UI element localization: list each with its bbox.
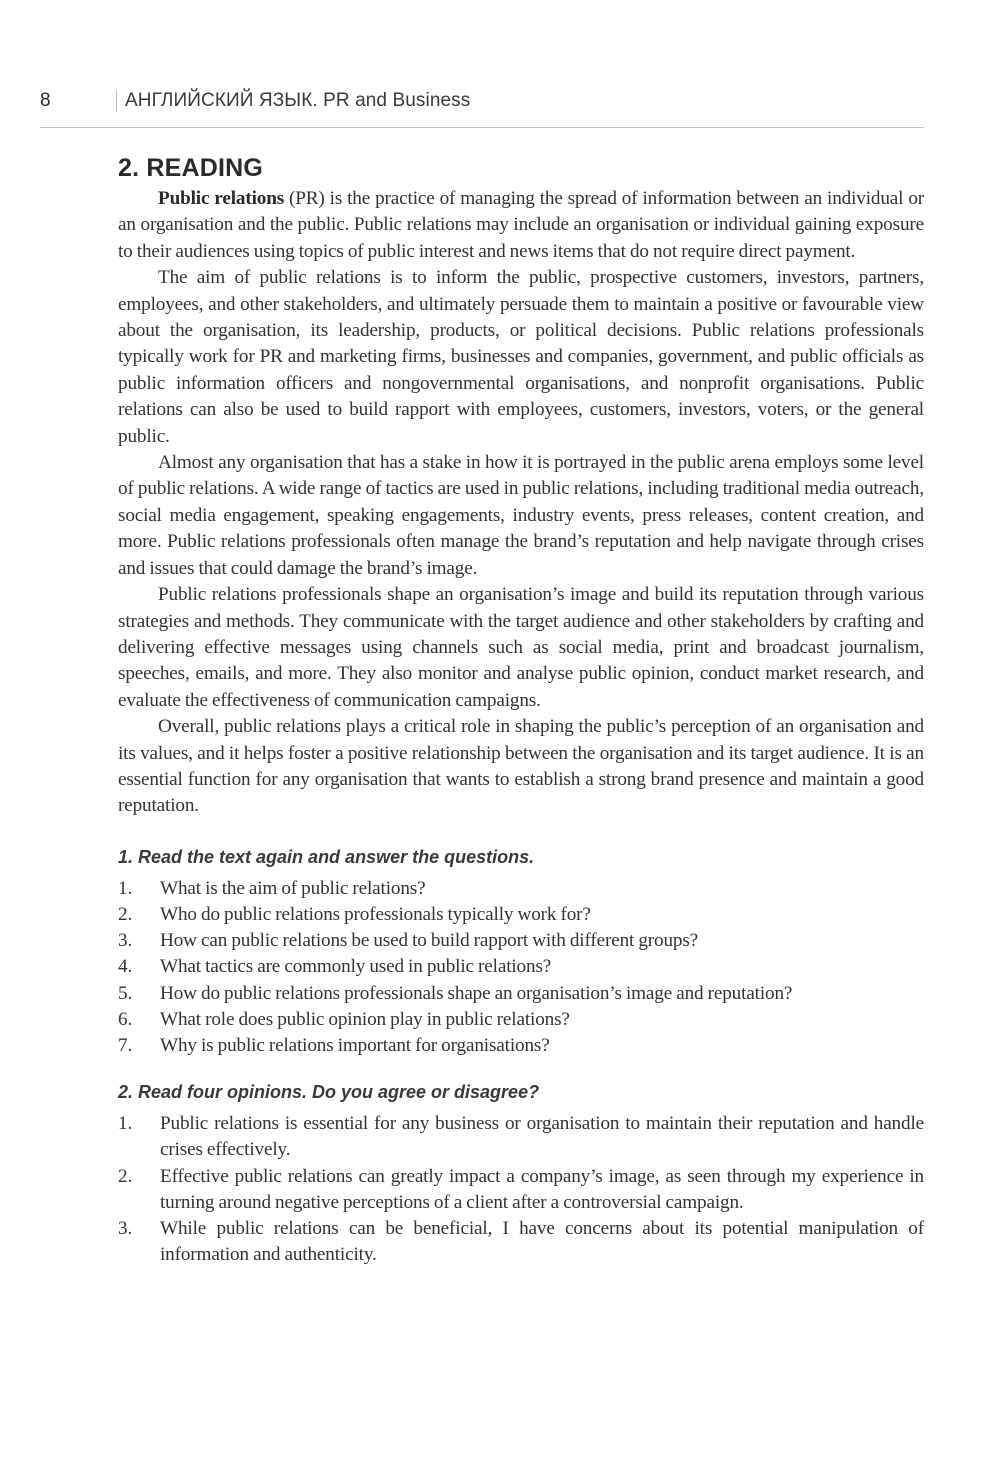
section-title: 2. READING [118, 154, 264, 182]
task-2-title: 2. Read four opinions. Do you agree or disagree? [118, 1082, 540, 1103]
item-number: 7. [118, 1034, 133, 1056]
item-text: What is the aim of public relations? [160, 877, 426, 899]
list-item [118, 981, 924, 1007]
item-text: Who do public relations professionals typically work for? [160, 903, 591, 925]
header-rule [40, 127, 924, 128]
item-number: 5. [118, 982, 133, 1004]
paragraph-2: The aim of public relations is to inform the public, prospective customers, investors, partners, employees, and other stakeholders, and ultimately persuade them to maintain a positive or favourable view about the organisation, its leadership, products, or political decisions. Public relations professionals typically work for PR and marketing firms, businesses and companies, government, and public officials as public information officers and nongovernmental organisations, and nonprofit organisations. Public relations can also be used to build rapport with employees, customers, investors, voters, or the general public. [118, 267, 924, 447]
list-item [118, 928, 924, 954]
item-number: 3. [118, 1217, 133, 1239]
item-text: What tactics are commonly used in public relations? [160, 956, 552, 978]
list-item [118, 1216, 924, 1268]
paragraph-1 [118, 186, 924, 265]
item-number: 6. [118, 1008, 133, 1030]
task-1-title: 1. Read the text again and answer the questions. [118, 846, 535, 867]
questions-list [118, 876, 924, 1059]
opinions-list [118, 1111, 924, 1268]
page-content [118, 150, 924, 1268]
list-item [118, 1033, 924, 1059]
paragraph-3: Almost any organisation that has a stake in how it is portrayed in the public arena employs some level of public relations. A wide range of tactics are used in public relations, including traditional media outreach, social media engagement, speaking engagements, industry events, press releases, content creation, and more. Public relations professionals often manage the brand’s reputation and help navigate through crises and issues that could damage the brand’s image. [118, 452, 924, 579]
list-item [118, 902, 924, 928]
item-number: 4. [118, 956, 133, 978]
item-number: 2. [118, 1165, 133, 1187]
list-item [118, 1007, 924, 1033]
list-item [118, 954, 924, 980]
item-text: Public relations is essential for any business or organisation to maintain their reputation and handle crises effectively. [160, 1113, 924, 1161]
header-divider [116, 90, 117, 112]
item-text: What role does public opinion play in public relations? [160, 1008, 570, 1030]
list-item [118, 876, 924, 902]
list-item [118, 1111, 924, 1163]
item-number: 3. [118, 930, 133, 952]
item-text: Effective public relations can greatly impact a company’s image, as seen through my experience in turning around negative perceptions of a client after a controversial campaign. [160, 1165, 924, 1213]
item-text: While public relations can be beneficial, I have concerns about its potential manipulation of information and authenticity. [160, 1217, 924, 1266]
item-number: 2. [118, 903, 133, 925]
paragraph-5: Overall, public relations plays a critical role in shaping the public’s perception of an organisation and its values, and it helps foster a positive relationship between the organisation and its target audience. It is an essential function for any organisation that wants to establish a strong brand presence and maintain a good reputation. [118, 716, 924, 817]
item-text: How do public relations professionals shape an organisation’s image and reputation? [160, 982, 793, 1004]
running-header [40, 86, 470, 116]
paragraph-4: Public relations professionals shape an organisation’s image and build its reputation through various strategies and methods. They communicate with the target audience and other stakeholders by crafting and delivering effective messages using channels such as social media, print and broadcast journalism, speeches, emails, and more. They also monitor and analyse public opinion, conduct market research, and evaluate the effectiveness of communication campaigns. [118, 584, 924, 711]
item-number: 1. [118, 1113, 133, 1135]
item-number: 1. [118, 877, 133, 899]
page-number: 8 [40, 90, 51, 111]
bold-term: Public relations [158, 188, 285, 209]
book-title: АНГЛИЙСКИЙ ЯЗЫК. PR and Business [125, 90, 471, 111]
item-text: Why is public relations important for organisations? [160, 1034, 550, 1056]
paragraph-text: (PR) is the practice of managing the spread of information between an individual or an organisation and the public. Public relations may include an organisation or individual gaining exposure to their audiences using topics of public interest and news items that do not require direct payment. [118, 188, 925, 262]
item-text: How can public relations be used to build rapport with different groups? [160, 930, 699, 952]
list-item [118, 1164, 924, 1216]
